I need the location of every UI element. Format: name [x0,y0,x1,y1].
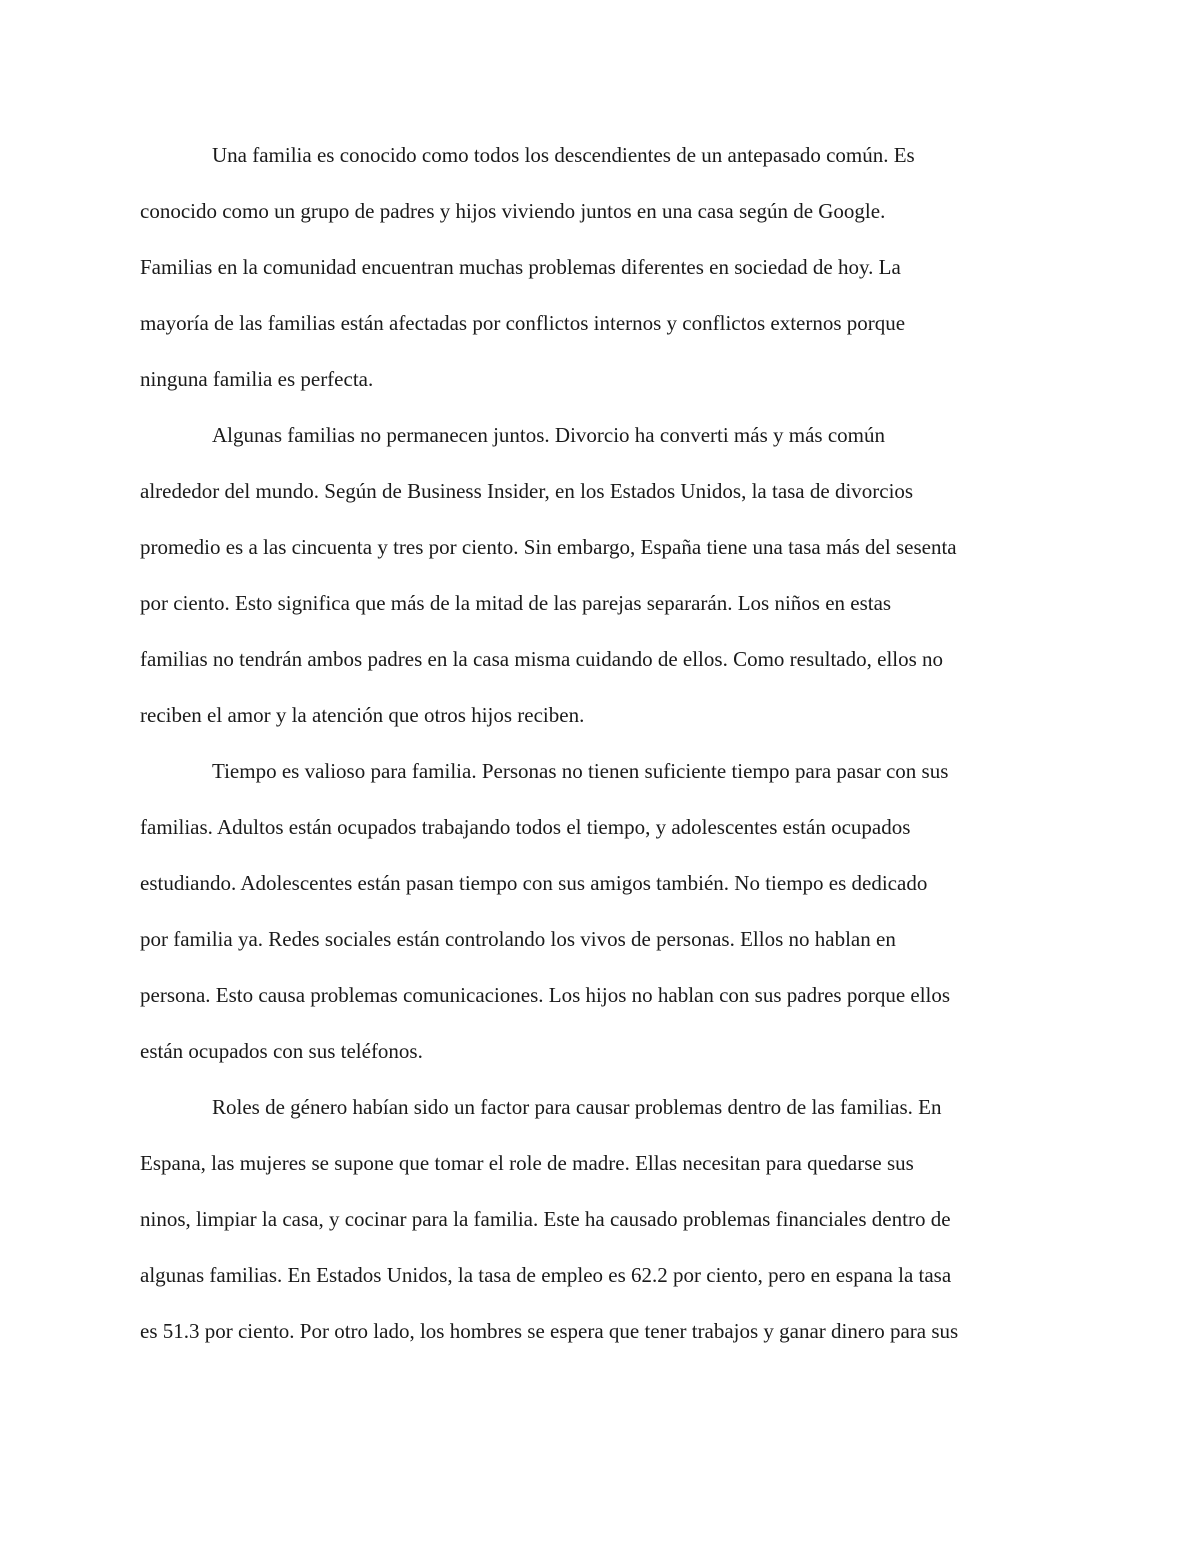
paragraph-2 [140,407,1060,743]
text-line: familias. Adultos están ocupados trabajando todos el tiempo, y adolescentes están ocupados [140,815,911,839]
text-line: Tiempo es valioso para familia. Personas no tienen suficiente tiempo para pasar con sus [212,759,949,783]
text-line: es 51.3 por ciento. Por otro lado, los hombres se espera que tener trabajos y ganar dinero para sus [140,1319,959,1343]
text-line: mayoría de las familias están afectadas por conflictos internos y conflictos externos porque [140,311,906,335]
text-line: Roles de género habían sido un factor para causar problemas dentro de las familias. En [212,1095,942,1119]
text-line: conocido como un grupo de padres y hijos viviendo juntos en una casa según de Google. [140,199,886,223]
text-line: alrededor del mundo. Según de Business Insider, en los Estados Unidos, la tasa de divorcios [140,479,914,503]
text-line: estudiando. Adolescentes están pasan tiempo con sus amigos también. No tiempo es dedicado [140,871,928,895]
text-line: promedio es a las cincuenta y tres por ciento. Sin embargo, España tiene una tasa más del sesenta [140,535,957,559]
text-line: ninguna familia es perfecta. [140,367,374,391]
text-line: algunas familias. En Estados Unidos, la tasa de empleo es 62.2 por ciento, pero en espana la tasa [140,1263,952,1287]
text-line: persona. Esto causa problemas comunicaciones. Los hijos no hablan con sus padres porque ellos [140,983,951,1007]
document-body [140,127,1060,1359]
text-line: Familias en la comunidad encuentran muchas problemas diferentes en sociedad de hoy. La [140,255,901,279]
text-line: por ciento. Esto significa que más de la mitad de las parejas separarán. Los niños en estas [140,591,892,615]
paragraph-4 [140,1079,1060,1359]
text-line: reciben el amor y la atención que otros hijos reciben. [140,703,585,727]
text-line: por familia ya. Redes sociales están controlando los vivos de personas. Ellos no hablan en [140,927,896,951]
text-line: ninos, limpiar la casa, y cocinar para la familia. Este ha causado problemas financiales dentro de [140,1207,951,1231]
text-line: Una familia es conocido como todos los descendientes de un antepasado común. Es [212,143,915,167]
text-line: familias no tendrán ambos padres en la casa misma cuidando de ellos. Como resultado, ellos no [140,647,944,671]
text-line: Algunas familias no permanecen juntos. Divorcio ha converti más y más común [212,423,885,447]
paragraph-3 [140,743,1060,1079]
text-line: están ocupados con sus teléfonos. [140,1039,423,1063]
text-line: Espana, las mujeres se supone que tomar el role de madre. Ellas necesitan para quedarse sus [140,1151,914,1175]
paragraph-1 [140,127,1060,407]
